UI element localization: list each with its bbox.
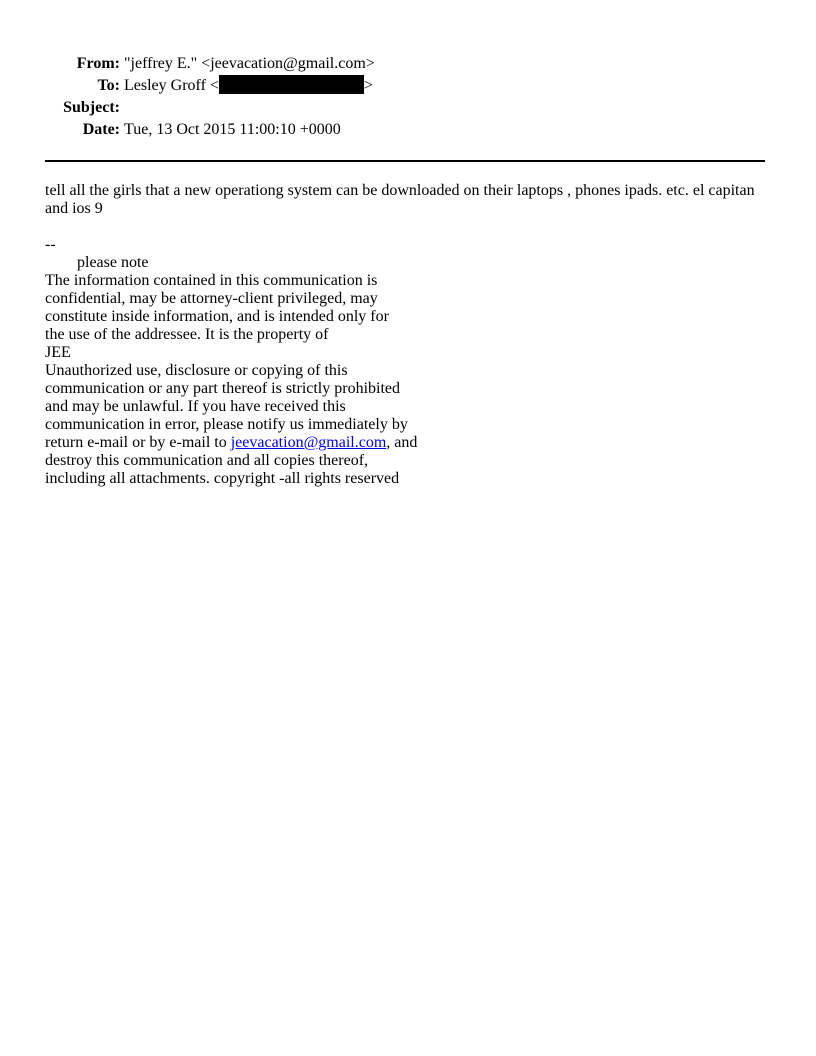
date-label: Date:	[82, 121, 120, 138]
signature-separator: --	[45, 236, 56, 253]
notify-prefix: return e-mail or by e-mail to	[45, 434, 231, 451]
from-row	[0, 53, 816, 75]
to-label: To:	[97, 77, 120, 94]
to-close: >	[363, 77, 373, 94]
disclaimer-line: destroy this communication and all copies thereof,	[45, 452, 369, 469]
disclaimer-line: communication in error, please notify us immediately by	[45, 416, 408, 433]
disclaimer-line: and may be unlawful. If you have received this	[45, 398, 346, 415]
subject-label: Subject:	[63, 99, 120, 116]
disclaimer-line: The information contained in this communication is	[45, 272, 378, 289]
disclaimer-line: JEE	[45, 344, 71, 361]
to-row	[0, 75, 816, 97]
disclaimer-line: including all attachments. copyright -all rights reserved	[45, 470, 400, 487]
disclaimer-line: communication or any part thereof is strictly prohibited	[45, 380, 401, 397]
message-text: tell all the girls that a new operationg system can be downloaded on their laptops , phones ipads. etc. el capitan and ios 9	[45, 182, 755, 217]
disclaimer-line: confidential, may be attorney-client privileged, may	[45, 290, 378, 307]
subject-row	[0, 97, 816, 119]
disclaimer-line: the use of the addressee. It is the property of	[45, 326, 329, 343]
please-note: please note	[77, 254, 149, 271]
from-value: "jeffrey E." <jeevacation@gmail.com>	[124, 55, 375, 72]
disclaimer-line: Unauthorized use, disclosure or copying of this	[45, 362, 348, 379]
to-value	[124, 75, 373, 97]
date-row	[0, 119, 816, 141]
redaction-block	[219, 75, 364, 94]
notify-suffix: , and	[386, 434, 418, 451]
header-divider	[45, 160, 765, 162]
email-link[interactable]: jeevacation@gmail.com	[230, 434, 387, 451]
date-value: Tue, 13 Oct 2015 11:00:10 +0000	[124, 121, 341, 138]
disclaimer-line: constitute inside information, and is intended only for	[45, 308, 389, 325]
signature-block	[45, 236, 767, 488]
email-body	[45, 182, 767, 488]
to-name: Lesley Groff <	[124, 77, 219, 94]
notify-line	[45, 434, 767, 452]
email-header	[0, 53, 816, 141]
from-label: From:	[76, 55, 120, 72]
